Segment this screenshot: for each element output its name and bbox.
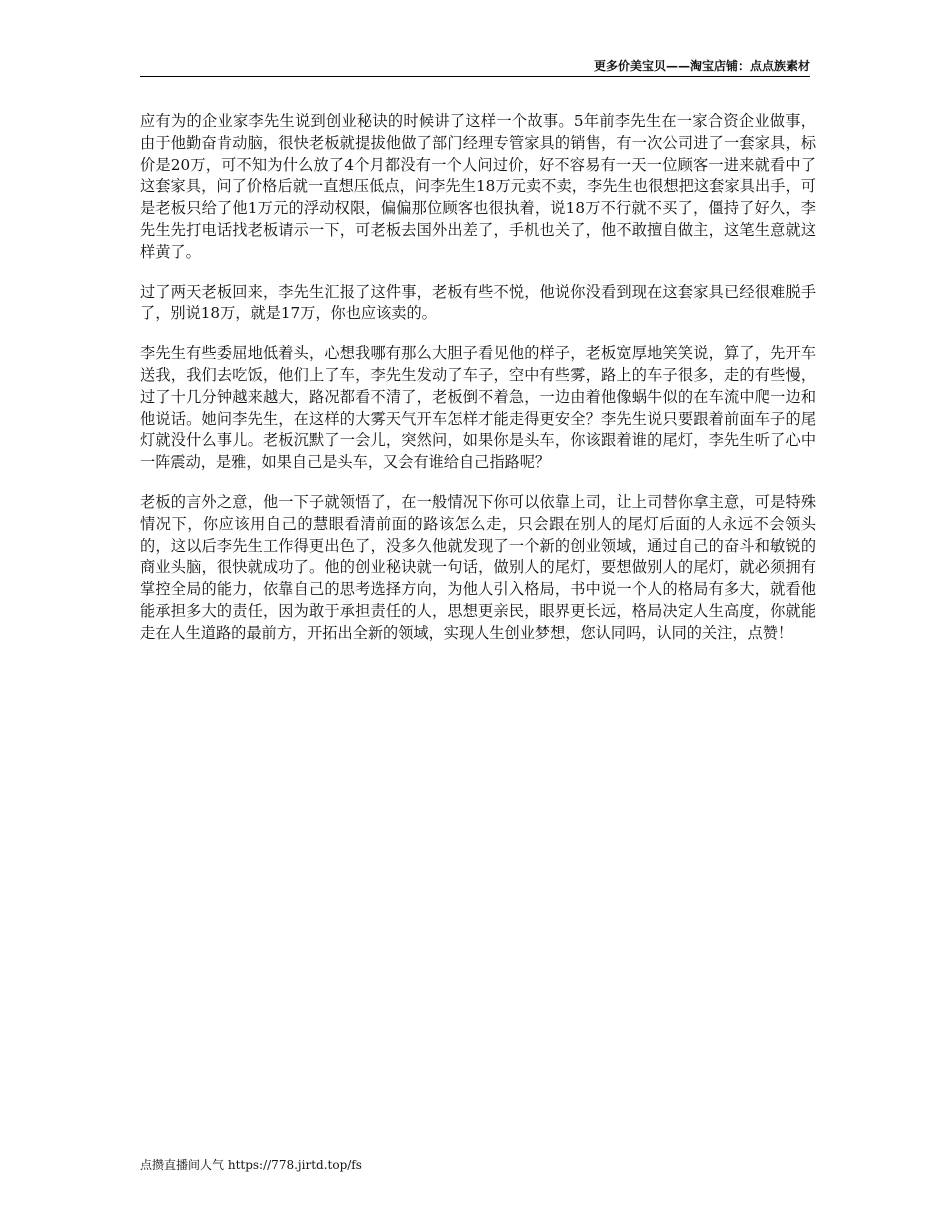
paragraph-3: 李先生有些委屈地低着头，心想我哪有那么大胆子看见他的样子，老板宽厚地笑笑说，算了，先开车送我，我们去吃饭，他们上了车，李先生发动了车子，空中有些雾，路上的车子很多，走的有些慢，过了十几分钟越来越大，路况都看不清了，老板倒不着急，一边由着他像蜗牛似的在车流中爬一边和他说话。她问李先生，在这样的大雾天气开车怎样才能走得更安全？李先生说只要跟着前面车子的尾灯就没什么事儿。老板沉默了一会儿，突然问，如果你是头车，你该跟着谁的尾灯，李先生听了心中一阵震动，是雅，如果自己是头车，又会有谁给自己指路呢？	[140, 344, 816, 472]
header-text: 更多价美宝贝——淘宝店铺：点点族素材	[593, 59, 810, 73]
page-header	[140, 56, 810, 77]
footer-link[interactable]: https://778.jirtd.top/fs	[227, 1158, 362, 1172]
page-footer	[140, 1157, 362, 1173]
article-body	[140, 111, 816, 663]
paragraph-2: 过了两天老板回来，李先生汇报了这件事，老板有些不悦，他说你没看到现在这套家具已经很难脱手了，别说18万，就是17万，你也应该卖的。	[140, 282, 816, 323]
footer-label: 点攒直播间人气	[140, 1158, 225, 1172]
paragraph-4: 老板的言外之意，他一下子就领悟了，在一般情况下你可以依靠上司，让上司替你拿主意，可是特殊情况下，你应该用自己的慧眼看清前面的路该怎么走，只会跟在别人的尾灯后面的人永远不会领头的，这以后李先生工作得更出色了，没多久他就发现了一个新的创业领域，通过自己的奋斗和敏锐的商业头脑，很快就成功了。他的创业秘诀就一句话，做别人的尾灯，要想做别人的尾灯，就必须拥有掌控全局的能力，依靠自己的思考选择方向，为他人引入格局，书中说一个人的格局有多大，就看他能承担多大的责任，因为敢于承担责任的人，思想更亲民，眼界更长远，格局决定人生高度，你就能走在人生道路的最前方，开拓出全新的领域，实现人生创业梦想，您认同吗，认同的关注，点赞！	[140, 492, 816, 642]
paragraph-1: 应有为的企业家李先生说到创业秘诀的时候讲了这样一个故事。5年前李先生在一家合资企业做事，由于他勤奋肯动脑，很快老板就提拔他做了部门经理专管家具的销售，有一次公司进了一套家具，标价是20万，可不知为什么放了4个月都没有一个人问过价，好不容易有一天一位顾客一进来就看中了这套家具，问了价格后就一直想压低点，问李先生18万元卖不卖，李先生也很想把这套家具出手，可是老板只给了他1万元的浮动权限，偏偏那位顾客也很执着，说18万不行就不买了，僵持了好久，李先生先打电话找老板请示一下，可老板去国外出差了，手机也关了，他不敢擅自做主，这笔生意就这样黄了。	[140, 112, 816, 261]
